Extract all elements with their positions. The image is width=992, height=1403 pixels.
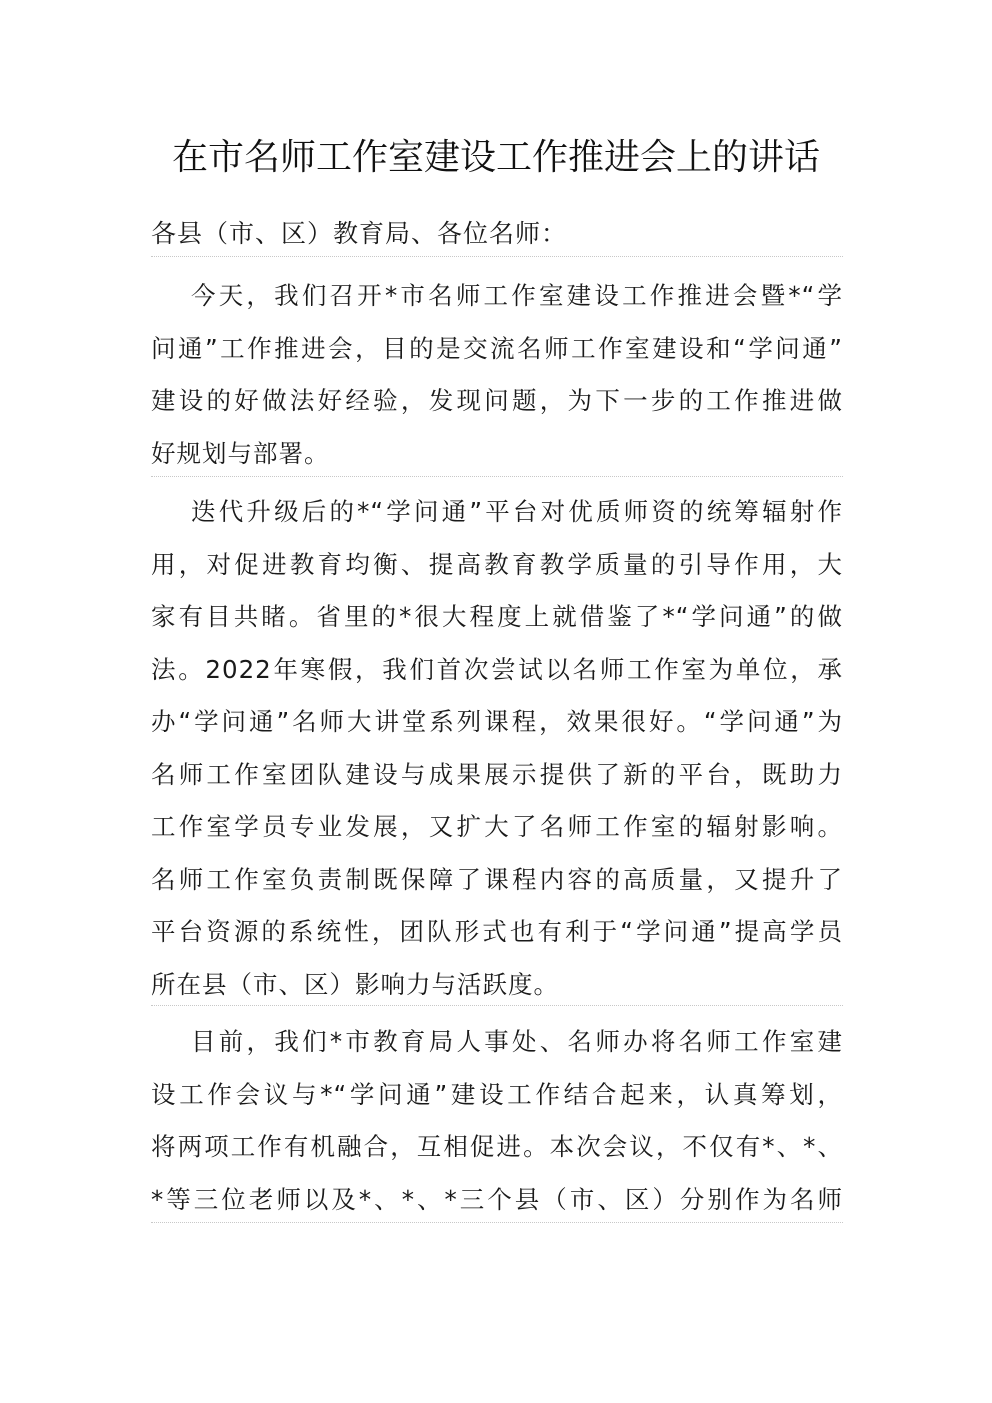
divider: [151, 1005, 843, 1006]
paragraph-line: 目前，我们*市教育局人事处、名师办将名师工作室建: [191, 1027, 843, 1056]
paragraph-line: 今天，我们召开*市名师工作室建设工作推进会暨*“学: [191, 281, 843, 310]
paragraph-line: 工作室学员专业发展，又扩大了名师工作室的辐射影响。: [151, 812, 843, 841]
divider: [151, 1222, 843, 1223]
paragraph-3: [151, 1016, 843, 1226]
paragraph-line: 平台资源的系统性，团队形式也有利于“学问通”提高学员: [151, 917, 843, 946]
paragraph-line: 法。2022年寒假，我们首次尝试以名师工作室为单位，承: [151, 654, 843, 684]
paragraph-line: 迭代升级后的*“学问通”平台对优质师资的统筹辐射作: [191, 497, 843, 526]
paragraph-line: 建设的好做法好经验，发现问题，为下一步的工作推进做: [151, 386, 843, 415]
paragraph-line: 所在县（市、区）影响力与活跃度。: [151, 969, 559, 999]
divider: [151, 476, 843, 477]
paragraph-line: 设工作会议与*“学问通”建设工作结合起来，认真筹划，: [151, 1079, 843, 1109]
paragraph-line: 问通”工作推进会，目的是交流名师工作室建设和“学问通”: [151, 333, 843, 363]
paragraph-line: 名师工作室负责制既保障了课程内容的高质量，又提升了: [151, 864, 843, 894]
paragraph-line: *等三位老师以及*、*、*三个县（市、区）分别作为名师: [151, 1184, 843, 1214]
paragraph-2: [151, 486, 843, 1011]
document-title: 在市名师工作室建设工作推进会上的讲话: [171, 137, 820, 178]
paragraph-line: 用，对促进教育均衡、提高教育教学质量的引导作用，大: [151, 549, 843, 579]
paragraph-1: [151, 270, 843, 480]
paragraph-line: 家有目共睹。省里的*很大程度上就借鉴了*“学问通”的做: [151, 602, 843, 631]
paragraph-line: 办“学问通”名师大讲堂系列课程，效果很好。“学问通”为: [151, 707, 843, 736]
salutation: 各县（市、区）教育局、各位名师：: [151, 219, 568, 248]
divider: [151, 256, 843, 257]
paragraph-line: 将两项工作有机融合，互相促进。本次会议，不仅有*、*、: [151, 1132, 843, 1161]
paragraph-line: 名师工作室团队建设与成果展示提供了新的平台，既助力: [151, 759, 843, 789]
paragraph-line: 好规划与部署。: [151, 438, 330, 468]
